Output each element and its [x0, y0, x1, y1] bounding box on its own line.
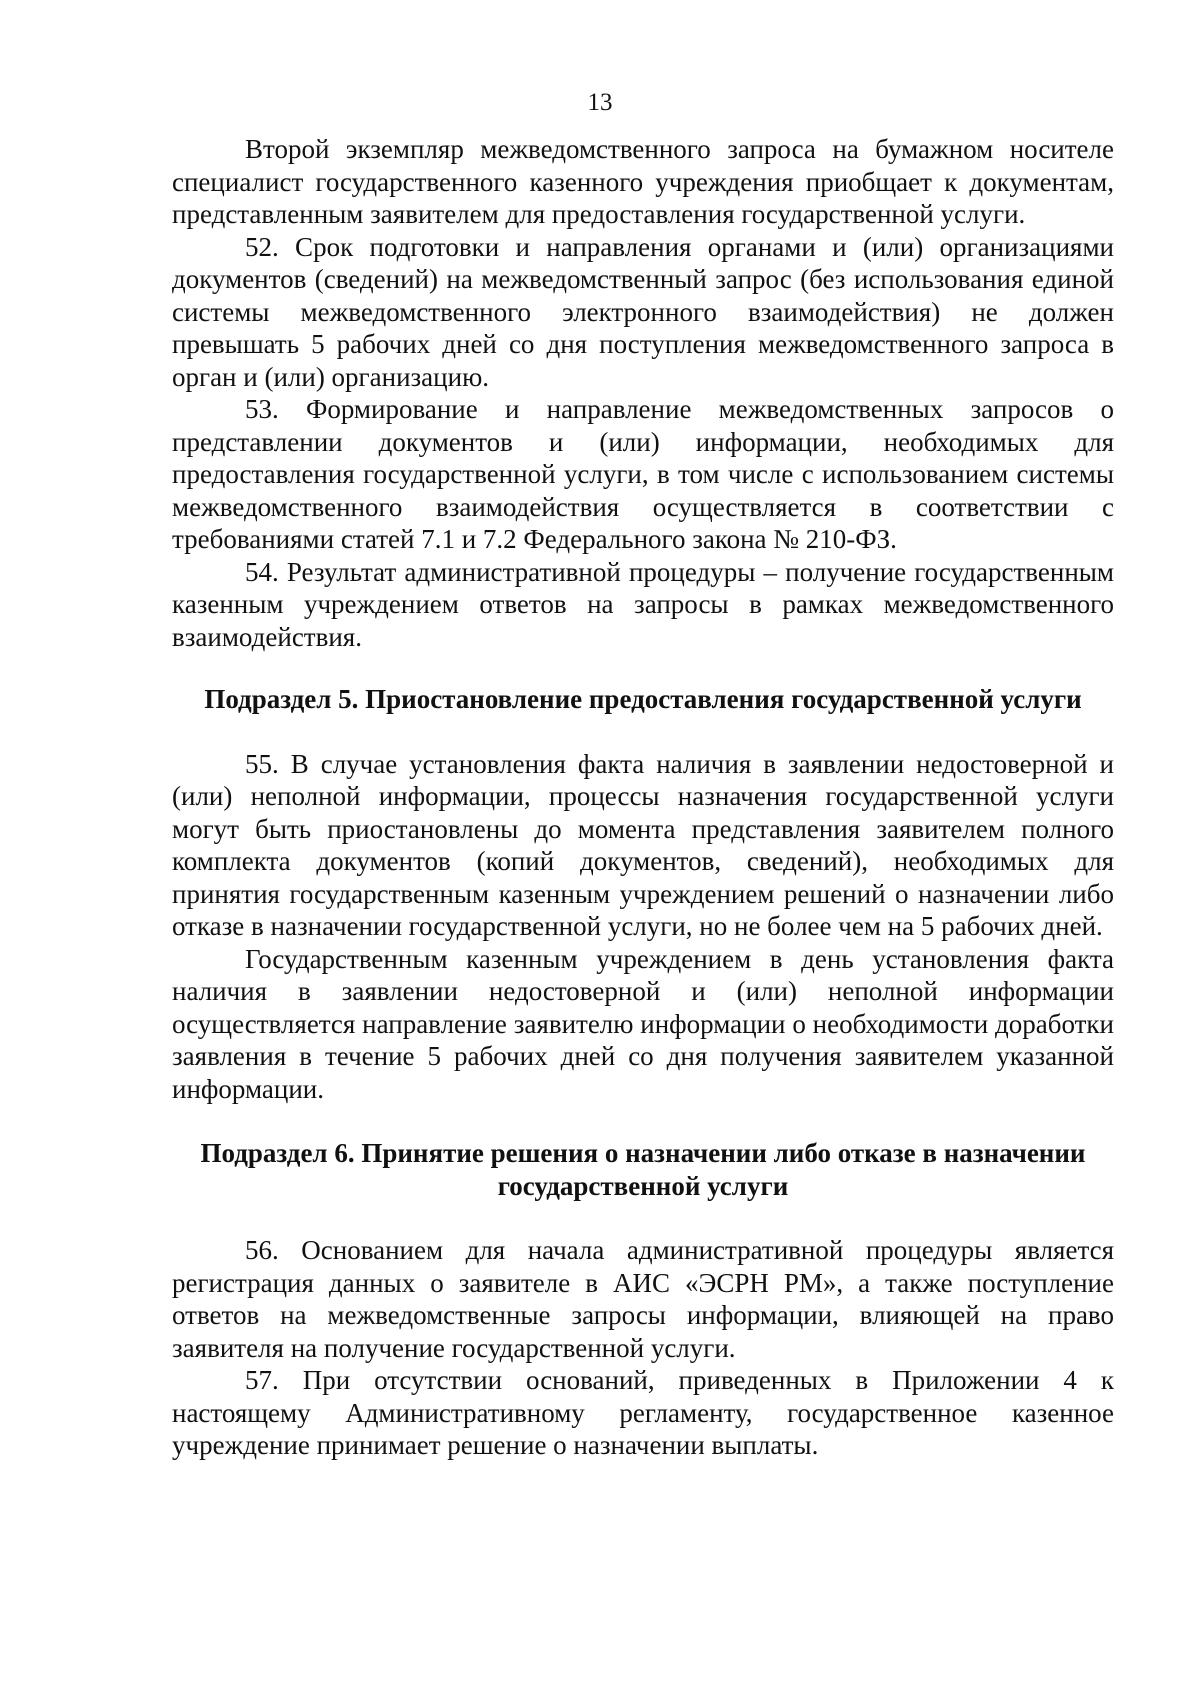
subsection-6-heading-line-1: Подраздел 6. Принятие решения о назначении либо отказе в назначении	[200, 1138, 1086, 1168]
paragraph-57: 57. При отсутствии оснований, приведенных в Приложении 4 к настоящему Административному регламенту, государственное казенное учреждение принимает решение о назначении выплаты.	[172, 1365, 1114, 1460]
document-body	[172, 133, 1114, 1462]
paragraph-second-copy: Второй экземпляр межведомственного запроса на бумажном носителе специалист государственного казенного учреждения приобщает к документам, представленным заявителем для предоставления государственной услуги.	[172, 134, 1114, 229]
paragraph-54: 54. Результат административной процедуры – получение государственным казенным учреждением ответов на запросы в рамках межведомственного взаимодействия.	[172, 556, 1114, 652]
paragraph-55-continued: Государственным казенным учреждением в день установления факта наличия в заявлении недостоверной и (или) неполной информации осуществляется направление заявителю информации о необходимости доработки заявления в течение 5 рабочих дней со дня получения заявителем указанной информации.	[172, 943, 1114, 1104]
paragraph-56: 56. Основанием для начала административной процедуры является регистрация данных о заявителе в АИС «ЭСРН РМ», а также поступление ответов на межведомственные запросы информации, влияющей на право заявителя на получение государственной услуги.	[172, 1235, 1114, 1363]
subsection-6-heading-line-2: государственной услуги	[497, 1170, 789, 1201]
paragraph-52: 52. Срок подготовки и направления органами и (или) организациями документов (сведений) на межведомственный запрос (без использования единой системы межведомственного электронного взаимодействия) не должен превышать 5 рабочих дней со дня поступления межведомственного запроса в орган и (или) организацию.	[172, 231, 1114, 392]
page-number: 13	[587, 89, 613, 116]
paragraph-55: 55. В случае установления факта наличия в заявлении недостоверной и (или) неполной информации, процессы назначения государственной услуги могут быть приостановлены до момента представления заявителем полного комплекта документов (копий документов, сведений), необходимых для принятия государственным казенным учреждением решений о назначении либо отказе в назначении государственной услуги, но не более чем на 5 рабочих дней.	[172, 748, 1114, 941]
subsection-5-heading: Подраздел 5. Приостановление предоставления государственной услуги	[204, 684, 1082, 714]
subsection-6-heading	[172, 1137, 1114, 1202]
paragraph-53: 53. Формирование и направление межведомственных запросов о представлении документов и (или) информации, необходимых для предоставления государственной услуги, в том числе с использованием системы межведомственного взаимодействия осуществляется в соответствии с требованиями статей 7.1 и 7.2 Федерального закона № 210-ФЗ.	[172, 394, 1114, 554]
